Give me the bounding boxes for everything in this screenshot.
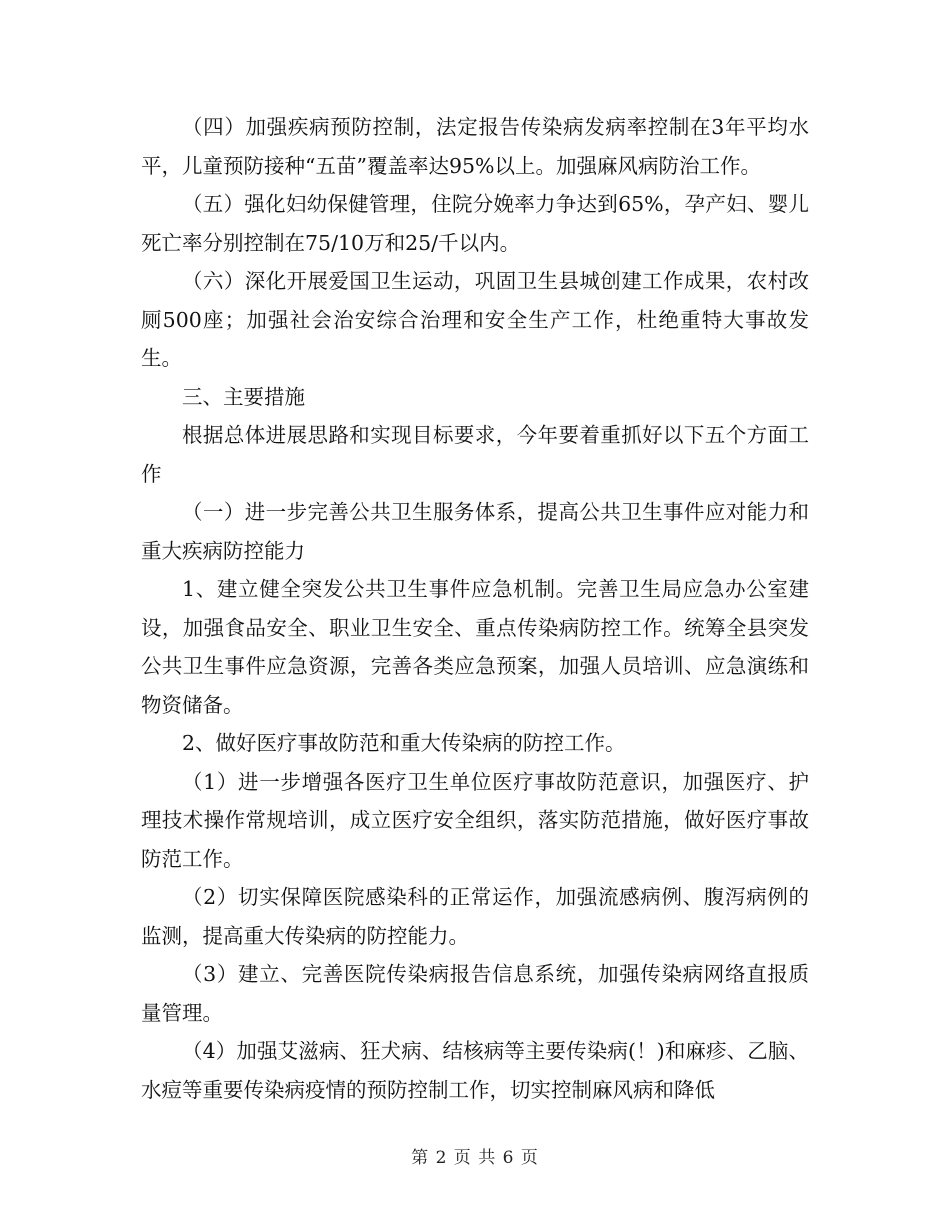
paragraph-subitem-4: （4）加强艾滋病、狂犬病、结核病等主要传染病(！)和麻疹、乙脑、水痘等重要传染病疫情的预防控制工作，切实控制麻风病和降低 <box>141 1039 809 1102</box>
section-heading-measures: 三、主要措施 <box>182 384 305 409</box>
paragraph-subitem-2: （2）切实保障医院感染科的正常运作，加强流感病例、腹泻病例的监测，提高重大传染病的防控能力。 <box>141 885 809 948</box>
paragraph-item-2: 2、做好医疗事故防范和重大传染病的防控工作。 <box>182 731 626 755</box>
paragraph-subitem-3: （3）建立、完善医院传染病报告信息系统，加强传染病网络直报质量管理。 <box>141 962 809 1025</box>
paragraph-measures-intro: 根据总体进展思路和实现目标要求，今年要着重抓好以下五个方面工作 <box>141 423 809 486</box>
paragraph-goal-4: （四）加强疾病预防控制，法定报告传染病发病率控制在3年平均水平，儿童预防接种“五苗”覆盖率达95%以上。加强麻风病防治工作。 <box>141 115 809 178</box>
paragraph-goal-5: （五）强化妇幼保健管理，住院分娩率力争达到65%，孕产妇、婴儿死亡率分别控制在75/10万和25/千以内。 <box>141 192 809 255</box>
paragraph-measure-1: （一）进一步完善公共卫生服务体系，提高公共卫生事件应对能力和重大疾病防控能力 <box>141 500 809 563</box>
paragraph-goal-6: （六）深化开展爱国卫生运动，巩固卫生县城创建工作成果，农村改厕500座；加强社会治安综合治理和安全生产工作，杜绝重特大事故发生。 <box>141 269 809 370</box>
paragraph-item-1: 1、建立健全突发公共卫生事件应急机制。完善卫生局应急办公室建设，加强食品安全、职业卫生安全、重点传染病防控工作。统筹全县突发公共卫生事件应急资源，完善各类应急预案，加强人员培训、应急演练和物资储备。 <box>141 577 809 717</box>
page-footer: 第 2 页 共 6 页 <box>411 1148 539 1168</box>
document-body <box>141 108 809 1109</box>
paragraph-subitem-1: （1）进一步增强各医疗卫生单位医疗事故防范意识，加强医疗、护理技术操作常规培训，成立医疗安全组织，落实防范措施，做好医疗事故防范工作。 <box>141 769 809 871</box>
